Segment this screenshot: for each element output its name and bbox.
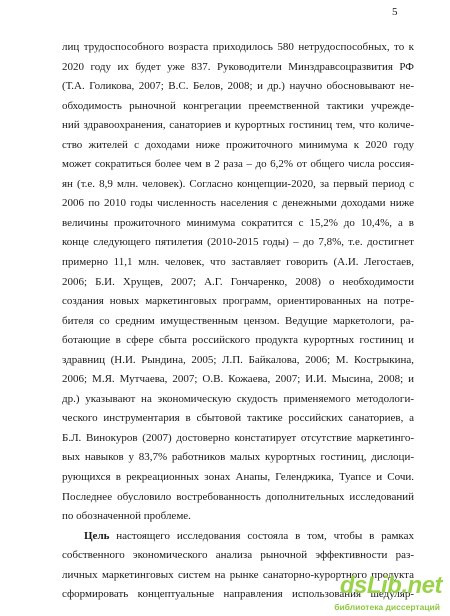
text-line: обходимость рыночной конгрегации преемственной тактики учрежде-	[62, 99, 414, 112]
text-line: собственного экономического анализа рыночной эффективности раз-	[62, 549, 414, 562]
text-line: конце следующего пятилетия (2010-2015 годы) – до 7,8%, т.е. достигнет	[62, 236, 414, 249]
body-text	[62, 38, 414, 605]
text-line: примерно 11,1 млн. человек, что заставляет говорить (А.И. Легостаев,	[62, 256, 414, 269]
text-line: 2006; Б.И. Хрущев, 2007; А.Г. Гончаренко, 2008) о необходимости	[62, 275, 414, 288]
goal-term: Цель	[84, 529, 110, 542]
paragraph	[62, 38, 414, 527]
text-line: здравниц (Н.И. Рындина, 2005; Л.П. Байкалова, 2006; М. Кострыкина,	[62, 353, 414, 366]
text-line: вых навыков у 83,7% работников малых курортных гостиниц, дислоци-	[62, 451, 414, 464]
text-line: величины прожиточного минимума сократится с 15,2% до 10,4%, а в	[62, 216, 414, 229]
text-line: рующихся в рекреационных зонах Анапы, Геленджика, Туапсе и Сочи.	[62, 471, 414, 484]
text-line: бителя со средним имущественным цензом. Ведущие маркетологи, ра-	[62, 314, 414, 327]
text-line: сформировать концептуальные направления использования шедуляр-	[62, 588, 414, 601]
text-line: ян (т.е. 8,9 млн. человек). Согласно концепции-2020, за первый период с	[62, 177, 414, 190]
text-line: 2020 году их будет уже 837. Руководители Минздравсоцразвития РФ	[62, 60, 414, 73]
text-line: (Т.А. Голикова, 2007; В.С. Белов, 2008; и др.) научно обосновывают не-	[62, 80, 414, 93]
text-line: личных маркетинговых систем на рынке санаторно-курортного продукта	[62, 568, 414, 581]
watermark	[324, 572, 442, 612]
text-line: ний здравоохранения, санаториев и курортных гостиниц тем, что количе-	[62, 119, 414, 132]
text-line: ство жителей с доходами ниже прожиточного минимума к 2020 году	[62, 138, 414, 151]
watermark-caption: библиотека диссертаций	[334, 602, 440, 612]
text-line: др.) указывают на экономическую скудость применяемого методологи-	[62, 392, 414, 405]
watermark-logo: dsLib.net	[339, 572, 442, 599]
text-fragment: настоящего исследования состояла в том, чтобы в рамках	[109, 529, 414, 542]
page-number: 5	[392, 6, 398, 18]
text-line: создания новых маркетинговых программ, ориентированных на потре-	[62, 295, 414, 308]
text-line: ботающие в сфере сбыта российского продукта курортных гостиниц и	[62, 334, 414, 347]
text-line: может сократиться более чем в 2 раза – до 6,2% от общего числа россия-	[62, 158, 414, 171]
text-line: Б.Л. Винокуров (2007) достоверно констатирует отсутствие маркетинго-	[62, 431, 414, 444]
text-line: 2006; М.Я. Мутчаева, 2007; О.В. Кожаева, 2007; И.И. Мысина, 2008; и	[62, 373, 414, 386]
text-line: лиц трудоспособного возраста приходилось 580 нетрудоспособных, то к	[62, 41, 414, 53]
text-line: 2006 по 2010 годы численность населения с денежными доходами ниже	[62, 197, 414, 210]
text-line: ческого инструментария в сбытовой тактике российских санаториев, а	[62, 412, 414, 425]
text-line	[62, 527, 414, 547]
text-line: по обозначенной проблеме.	[62, 510, 191, 523]
text-line: Последнее обусловило востребованность дополнительных исследований	[62, 490, 414, 503]
